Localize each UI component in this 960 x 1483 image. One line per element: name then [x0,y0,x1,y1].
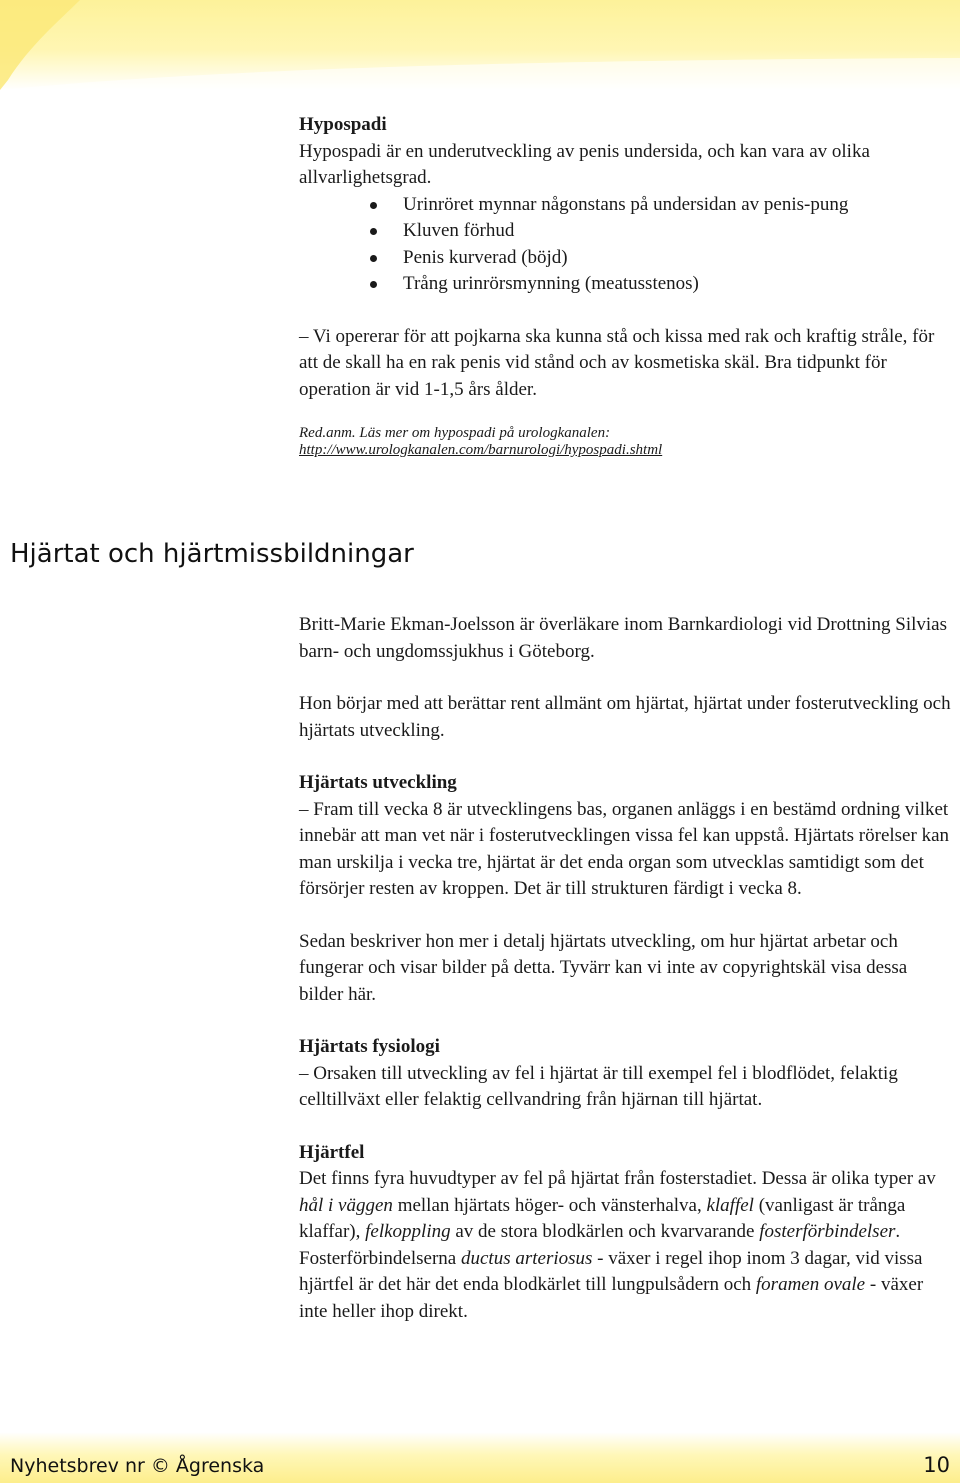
heart-physiology-heading: Hjärtats fysiologi [299,1036,440,1057]
editor-note-text: Red.anm. Läs mer om hypospadi på urologkanalen: [299,425,611,441]
editor-note [299,425,954,459]
hypospadi-bullet-list [299,192,954,298]
hypospadi-intro: Hypospadi är en underutveckling av penis undersida, och kan vara av olika allvarlighetsgrad. [299,140,870,188]
hypospadi-heading: Hypospadi [299,114,387,135]
list-item: Urinröret mynnar någonstans på undersidan av penis-pung [403,192,954,219]
bullet-icon [370,255,377,262]
hypospadi-section [299,112,954,459]
heart-development-heading: Hjärtats utveckling [299,772,457,793]
heart-section [299,612,954,1325]
heart-defects-heading: Hjärtfel [299,1141,365,1163]
heart-physiology-text: – Orsaken till utveckling av fel i hjärtat är till exempel fel i blodflödet, felaktig celltillväxt eller felaktig cellvandring från hjärnan till hjärtat. [299,1062,898,1110]
heart-general-paragraph: Hon börjar med att berättar rent allmänt om hjärtat, hjärtat under fosterutveckling och hjärtats utveckling. [299,693,951,741]
urologkanalen-link[interactable]: http://www.urologkanalen.com/barnurologi/hypospadi.shtml [299,442,663,458]
heart-defects-text: Det finns fyra huvudtyper av fel på hjärtat från fosterstadiet. Dessa är olika typer av hål i väggen mellan hjärtats höger- och vänsterhalva, klaffel (vanligast är trånga klaffar), felkoppling av de stora blodkärlen och kvarvarande fosterförbindelser. Fosterförbindelserna ductus arteriosus - växer i regel ihop inom 3 dagar, vid vissa hjärtfel är det här det enda blodkärlet till lungpulsådern och foramen ovale - växer inte heller ihop direkt. [299,1168,936,1322]
footer-newsletter-label: Nyhetsbrev nr © Ågrenska [10,1455,265,1477]
heart-detail-paragraph: Sedan beskriver hon mer i detalj hjärtats utveckling, om hur hjärtat arbetar och fungerar och visar bilder på detta. Tyvärr kan vi inte av copyrightskäl visa dessa bilder här. [299,930,908,1005]
bullet-icon [370,228,377,235]
heart-intro-paragraph: Britt-Marie Ekman-Joelsson är överläkare inom Barnkardiologi vid Drottning Silvias barn- och ungdomssjukhus i Göteborg. [299,614,947,662]
header-wave-graphic [0,0,960,90]
list-item: Kluven förhud [403,218,954,245]
list-item: Penis kurverad (böjd) [403,245,954,272]
term-fosterforbindelser: fosterförbindelser [759,1221,896,1242]
heart-development-text: – Fram till vecka 8 är utvecklingens bas, organen anläggs i en bestämd ordning vilket innebär att man vet när i fosterutvecklingen vissa fel kan uppstå. Hjärtats rörelser kan man urskilja i vecka tre, hjärtat är det enda organ som utvecklas samtidigt som det försörjer resten av kroppen. Det är till strukturen färdigt i vecka 8. [299,798,949,899]
list-item: Trång urinrörsmynning (meatusstenos) [403,271,954,298]
bullet-icon [370,202,377,209]
page-number: 10 [923,1453,950,1477]
section-title: Hjärtat och hjärtmissbildningar [10,539,414,569]
bullet-icon [370,281,377,288]
term-foramen-ovale: foramen ovale [755,1274,866,1295]
term-ductus-arteriosus: ductus arteriosus [460,1247,593,1269]
term-felkoppling: felkoppling [365,1221,451,1242]
hypospadi-paragraph: – Vi opererar för att pojkarna ska kunna stå och kissa med rak och kraftig stråle, för att de skall ha en rak penis vid stånd och av kosmetiska skäl. Bra tidpunkt för operation är vid 1-1,5 års ålder. [299,325,935,400]
term-klaffel: klaffel [706,1194,754,1216]
term-hal-i-vaggen: hål i väggen [299,1194,393,1216]
header-decoration [0,0,960,90]
